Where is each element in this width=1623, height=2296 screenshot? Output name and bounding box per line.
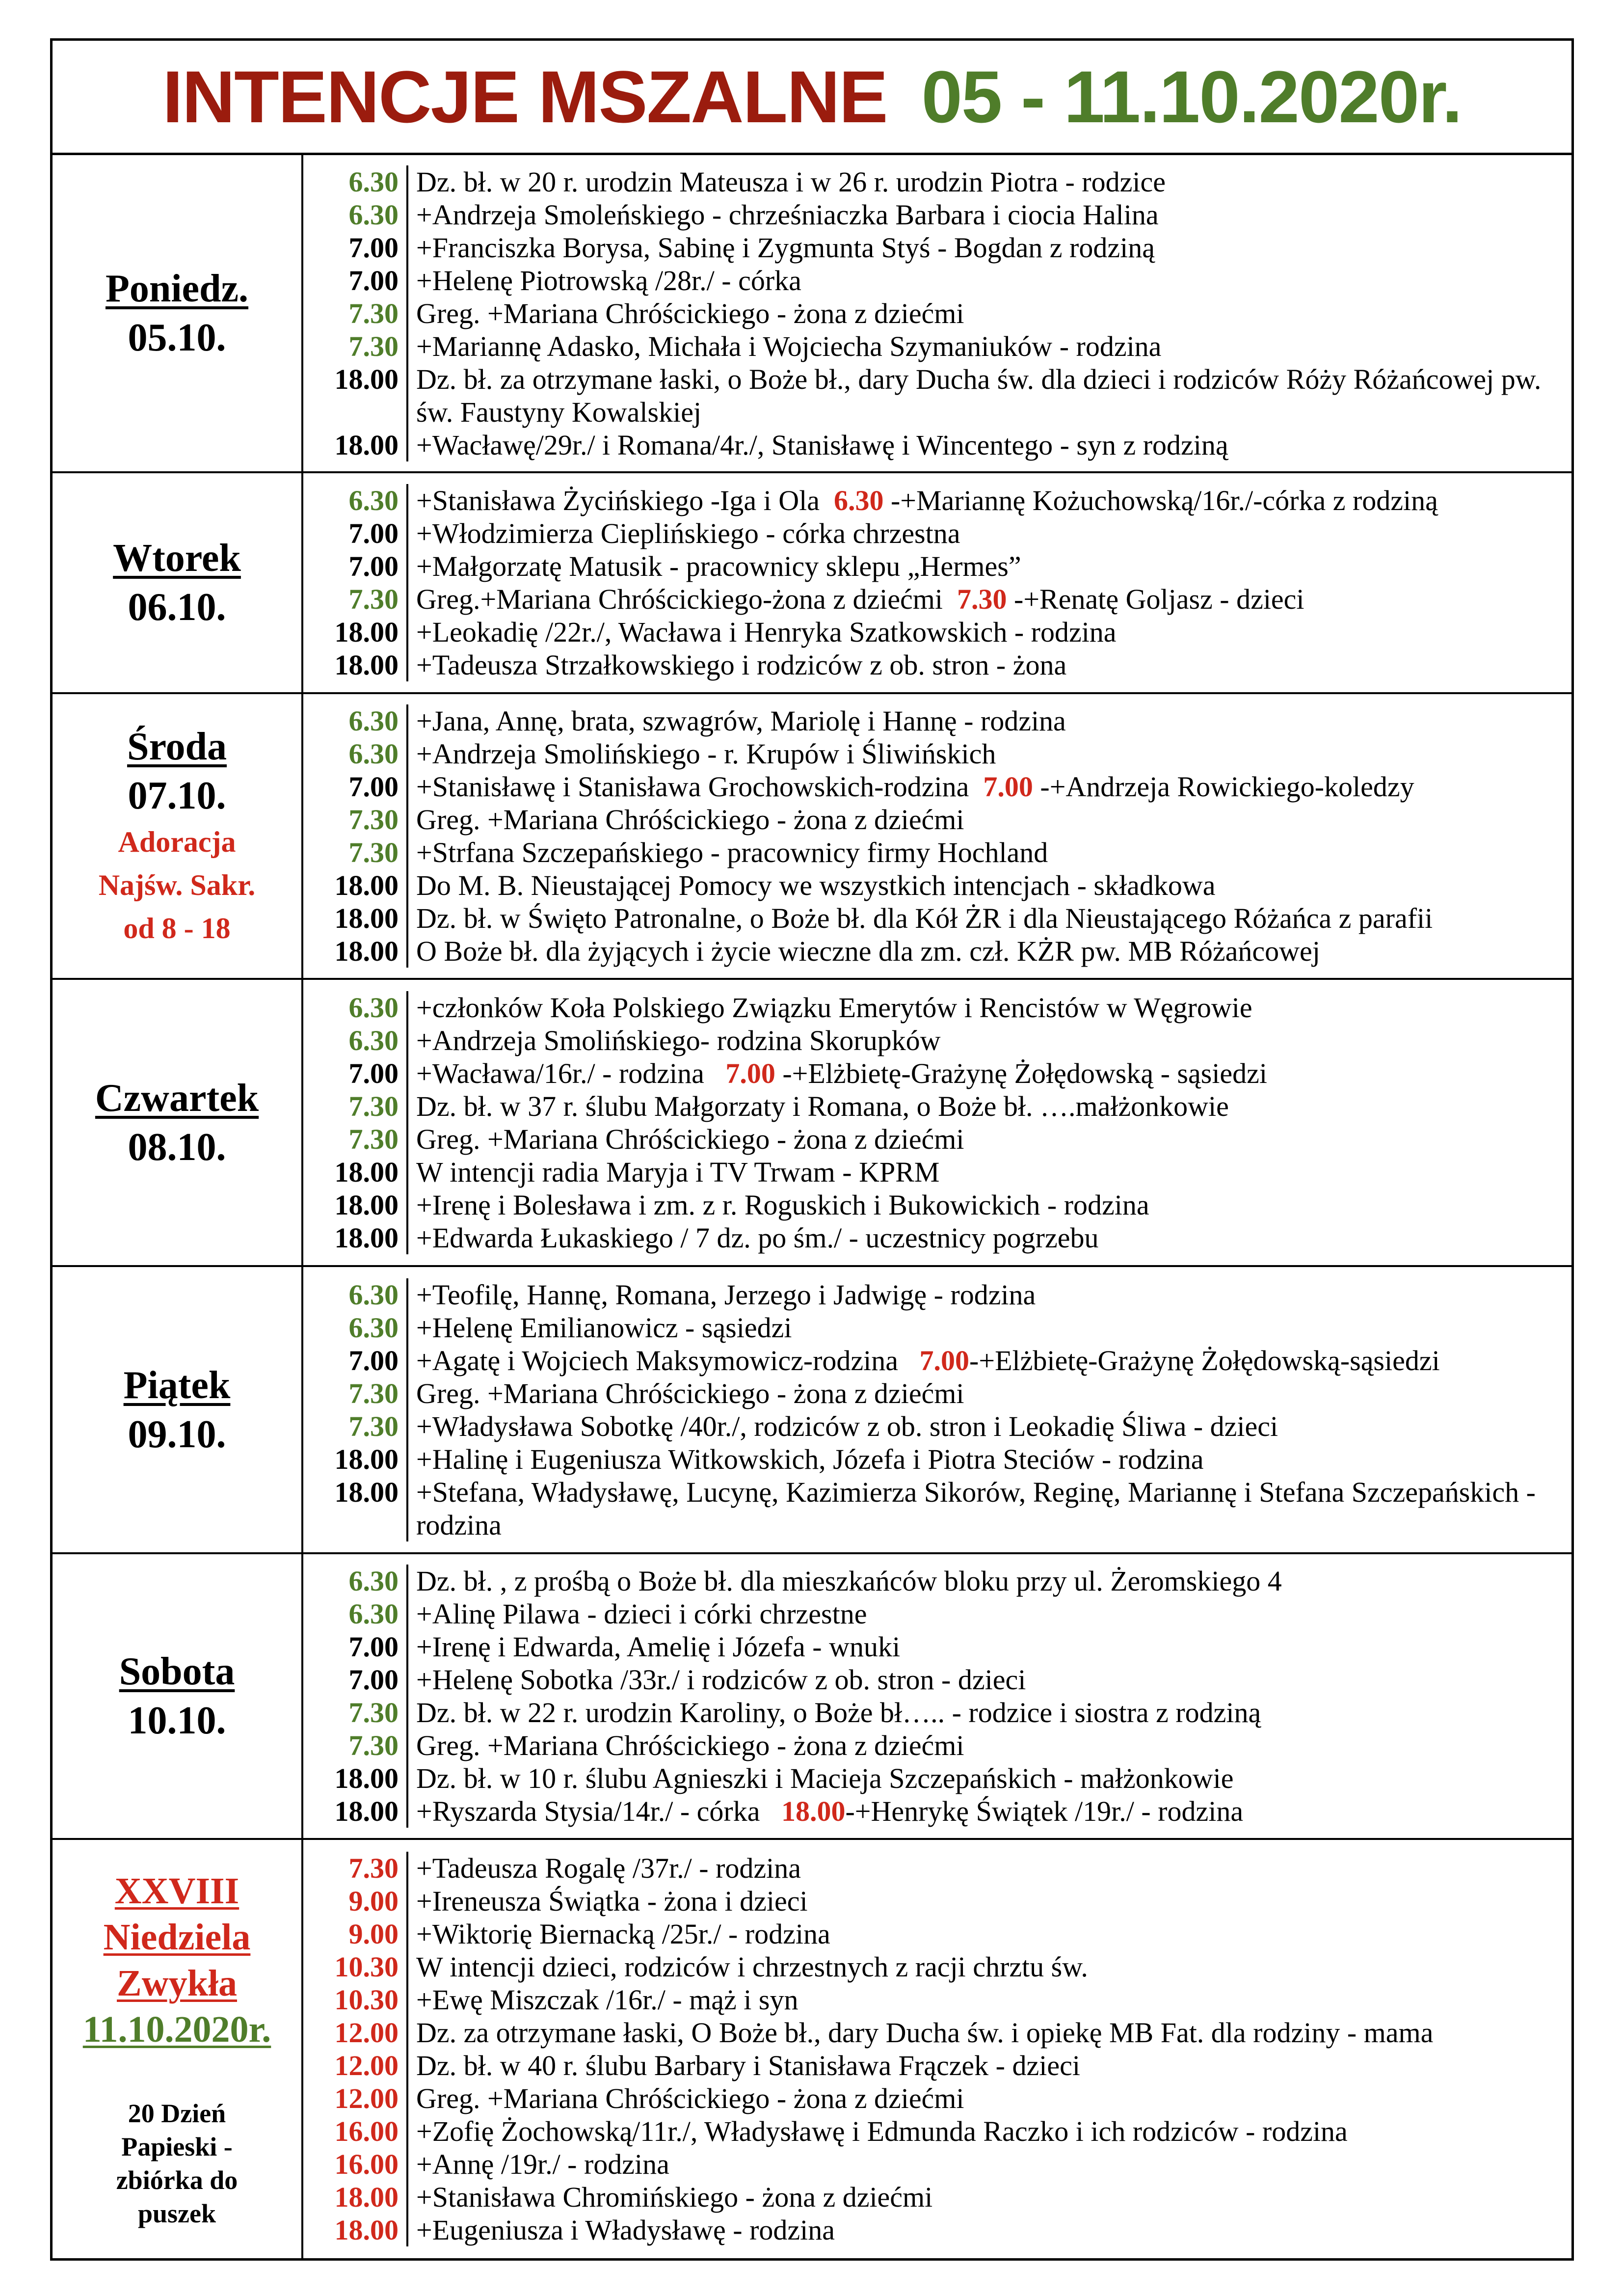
day-date: 05.10. xyxy=(128,316,226,359)
intention-main-text: +Helenę Piotrowską /28r./ - córka xyxy=(416,264,801,297)
mass-time: 18.00 xyxy=(303,1189,408,1221)
mass-time: 18.00 xyxy=(303,2181,408,2214)
mass-time: 18.00 xyxy=(303,1795,408,1828)
intention-entry xyxy=(303,429,1571,461)
intention-entry xyxy=(303,1852,1571,1885)
mass-time: 7.00 xyxy=(303,1630,408,1663)
intention-entry xyxy=(303,1950,1571,1983)
intention-text xyxy=(408,869,1571,902)
intention-main-text: +Władysława Sobotkę /40r./, rodziców z ob. stron i Leokadię Śliwa - dzieci xyxy=(416,1410,1278,1442)
intention-main-text: +Tadeusza Strzałkowskiego i rodziców z ob. stron - żona xyxy=(416,649,1067,681)
intention-main-text: Dz. bł. w 22 r. urodzin Karoliny, o Boże bł….. - rodzice i siostra z rodziną xyxy=(416,1697,1261,1729)
intention-entry xyxy=(303,1156,1571,1189)
intention-text xyxy=(408,616,1571,648)
entries-list xyxy=(303,694,1571,978)
mass-time: 7.30 xyxy=(303,297,408,330)
mass-time: 12.00 xyxy=(303,2049,408,2082)
intention-main-text: +Małgorzatę Matusik - pracownicy sklepu „Hermes” xyxy=(416,550,1021,582)
mass-time: 6.30 xyxy=(303,1597,408,1630)
intention-main-text: +Tadeusza Rogalę /37r./ - rodzina xyxy=(416,1852,801,1884)
intention-text xyxy=(408,1311,1571,1344)
sunday-label xyxy=(53,1840,303,2258)
intention-entry xyxy=(303,1123,1571,1156)
adoration-note: od 8 - 18 xyxy=(123,912,231,945)
intention-entry xyxy=(303,935,1571,968)
mass-time: 9.00 xyxy=(303,1918,408,1950)
mass-time: 12.00 xyxy=(303,2082,408,2115)
intention-text xyxy=(408,1950,1571,1983)
intention-entry xyxy=(303,1090,1571,1123)
mass-time: 7.00 xyxy=(303,517,408,550)
intention-text xyxy=(408,1090,1571,1123)
day-section xyxy=(53,980,1571,1267)
intention-main-text: W intencji radia Maryja i TV Trwam - KPRM xyxy=(416,1156,940,1188)
extra-intention-text: -+Andrzeja Rowickiego-koledzy xyxy=(1033,771,1414,803)
entries-list xyxy=(303,980,1571,1265)
intention-text xyxy=(408,1476,1571,1541)
intention-entry xyxy=(303,1410,1571,1443)
intention-text xyxy=(408,1377,1571,1410)
intention-text xyxy=(408,264,1571,297)
mass-time: 7.30 xyxy=(303,1123,408,1156)
mass-time: 10.30 xyxy=(303,1983,408,2016)
entries-list xyxy=(303,473,1571,692)
intention-text xyxy=(408,330,1571,363)
intention-entry xyxy=(303,1696,1571,1729)
intention-main-text: Dz. bł. w 20 r. urodzin Mateusza i w 26 r. urodzin Piotra - rodzice xyxy=(416,165,1166,198)
mass-time: 6.30 xyxy=(303,991,408,1024)
day-date: 10.10. xyxy=(128,1699,226,1742)
intention-main-text: +Eugeniusza i Władysławę - rodzina xyxy=(416,2214,835,2246)
mass-time: 18.00 xyxy=(303,935,408,968)
day-date: 08.10. xyxy=(128,1125,226,1169)
sunday-note xyxy=(116,2097,238,2230)
intention-main-text: +Ireneusza Świątka - żona i dzieci xyxy=(416,1885,808,1917)
extra-mass-time: 18.00 xyxy=(781,1795,846,1827)
intention-text xyxy=(408,2115,1571,2148)
intention-entry xyxy=(303,1630,1571,1663)
extra-intention-text: -+Elżbietę-Grażynę Żołędowską - sąsiedzi xyxy=(775,1057,1268,1089)
intention-entry xyxy=(303,2115,1571,2148)
mass-time: 18.00 xyxy=(303,429,408,461)
intention-entry xyxy=(303,1311,1571,1344)
intention-entry xyxy=(303,1795,1571,1828)
mass-time: 18.00 xyxy=(303,2214,408,2246)
day-date: 09.10. xyxy=(128,1412,226,1456)
intention-entry xyxy=(303,2016,1571,2049)
mass-time: 18.00 xyxy=(303,363,408,429)
intention-main-text: +Agatę i Wojciech Maksymowicz-rodzina xyxy=(416,1344,905,1377)
intention-entry xyxy=(303,737,1571,770)
intention-main-text: +Andrzeja Smolińskiego- rodzina Skorupków xyxy=(416,1024,941,1056)
mass-time: 6.30 xyxy=(303,484,408,517)
day-section xyxy=(53,473,1571,694)
mass-time: 7.30 xyxy=(303,583,408,616)
mass-time: 6.30 xyxy=(303,165,408,198)
intention-main-text: +Stefana, Władysławę, Lucynę, Kazimierza Sikorów, Reginę, Mariannę i Stefana Szczepańskich - rodzina xyxy=(416,1476,1536,1541)
intention-entry xyxy=(303,2214,1571,2246)
day-name: Czwartek xyxy=(95,1076,259,1120)
intention-text xyxy=(408,231,1571,264)
mass-time: 7.00 xyxy=(303,1663,408,1696)
mass-time: 18.00 xyxy=(303,869,408,902)
intention-entry xyxy=(303,836,1571,869)
intention-entry xyxy=(303,1278,1571,1311)
intention-text xyxy=(408,1443,1571,1476)
mass-time: 18.00 xyxy=(303,1762,408,1795)
intention-text xyxy=(408,198,1571,231)
intention-entry xyxy=(303,1221,1571,1254)
title-dates: 05 - 11.10.2020r. xyxy=(921,55,1462,138)
day-label xyxy=(53,980,303,1265)
intention-text xyxy=(408,1156,1571,1189)
intention-entry xyxy=(303,1918,1571,1950)
mass-time: 16.00 xyxy=(303,2115,408,2148)
intention-main-text: +Edwarda Łukaskiego / 7 dz. po śm./ - uczestnicy pogrzebu xyxy=(416,1221,1099,1254)
adoration-note: Adoracja xyxy=(118,826,236,858)
intention-text xyxy=(408,297,1571,330)
intention-main-text: +Helenę Emilianowicz - sąsiedzi xyxy=(416,1311,792,1344)
day-section xyxy=(53,155,1571,473)
extra-mass-time: 7.00 xyxy=(983,771,1033,803)
page-title xyxy=(53,41,1571,155)
sunday-name: XXVIII xyxy=(114,1870,239,1912)
intention-entry xyxy=(303,363,1571,429)
intention-entry xyxy=(303,550,1571,583)
intention-text xyxy=(408,1344,1571,1377)
mass-time: 18.00 xyxy=(303,1221,408,1254)
intention-text xyxy=(408,648,1571,681)
extra-intention-text: -+Elżbietę-Grażynę Żołędowską-sąsiedzi xyxy=(969,1344,1440,1377)
mass-time: 10.30 xyxy=(303,1950,408,1983)
intention-entry xyxy=(303,264,1571,297)
mass-time: 7.00 xyxy=(303,1057,408,1090)
intention-entry xyxy=(303,1597,1571,1630)
mass-time: 16.00 xyxy=(303,2148,408,2181)
mass-time: 18.00 xyxy=(303,1476,408,1541)
sunday-note-line: Papieski - xyxy=(121,2132,233,2161)
day-name: Środa xyxy=(127,725,227,768)
intention-main-text: +Franciszka Borysa, Sabinę i Zygmunta Styś - Bogdan z rodziną xyxy=(416,231,1155,264)
intention-main-text: +Irenę i Edwarda, Amelię i Józefa - wnuki xyxy=(416,1631,901,1663)
intention-text xyxy=(408,1885,1571,1918)
intention-text xyxy=(408,770,1571,803)
intention-entry xyxy=(303,231,1571,264)
mass-time: 12.00 xyxy=(303,2016,408,2049)
intention-text xyxy=(408,1597,1571,1630)
intention-entry xyxy=(303,2148,1571,2181)
sunday-date: 11.10.2020r. xyxy=(82,2009,271,2050)
intention-main-text: +członków Koła Polskiego Związku Emerytów i Rencistów w Węgrowie xyxy=(416,991,1252,1024)
intention-entry xyxy=(303,770,1571,803)
day-label xyxy=(53,155,303,471)
intention-entry xyxy=(303,484,1571,517)
intentions-table xyxy=(50,38,1574,2261)
intention-main-text: +Alinę Pilawa - dzieci i córki chrzestne xyxy=(416,1598,867,1630)
day-section-sunday xyxy=(53,1840,1571,2258)
day-name: Piątek xyxy=(123,1363,231,1407)
sunday-note-line: zbiórka do xyxy=(116,2165,238,2195)
mass-time: 6.30 xyxy=(303,1278,408,1311)
entries-list xyxy=(303,1554,1571,1838)
mass-time: 6.30 xyxy=(303,198,408,231)
intention-main-text: Dz. bł. , z prośbą o Boże bł. dla mieszkańców bloku przy ul. Żeromskiego 4 xyxy=(416,1565,1282,1597)
intention-text xyxy=(408,2214,1571,2246)
mass-time: 7.00 xyxy=(303,1344,408,1377)
intention-main-text: Dz. bł. w 10 r. ślubu Agnieszki i Macieja Szczepańskich - małżonkowie xyxy=(416,1762,1234,1794)
intention-text xyxy=(408,991,1571,1024)
intention-text xyxy=(408,1852,1571,1885)
day-section xyxy=(53,1554,1571,1840)
day-section xyxy=(53,1267,1571,1554)
mass-time: 7.00 xyxy=(303,770,408,803)
day-section xyxy=(53,694,1571,980)
intention-entry xyxy=(303,1663,1571,1696)
intention-entry xyxy=(303,1377,1571,1410)
intention-main-text: Do M. B. Nieustającej Pomocy we wszystkich intencjach - składkowa xyxy=(416,869,1216,901)
intention-main-text: W intencji dzieci, rodziców i chrzestnych z racji chrztu św. xyxy=(416,1951,1088,1983)
intention-entry xyxy=(303,165,1571,198)
intention-text xyxy=(408,1123,1571,1156)
intention-main-text: +Włodzimierza Cieplińskiego - córka chrzestna xyxy=(416,517,960,549)
intention-entry xyxy=(303,1762,1571,1795)
intention-main-text: Dz. bł. w Święto Patronalne, o Boże bł. dla Kół ŻR i dla Nieustającego Różańca z parafii xyxy=(416,902,1433,934)
intention-text xyxy=(408,902,1571,935)
mass-time: 6.30 xyxy=(303,704,408,737)
intention-text xyxy=(408,1410,1571,1443)
mass-time: 18.00 xyxy=(303,1443,408,1476)
intention-main-text: +Teofilę, Hannę, Romana, Jerzego i Jadwigę - rodzina xyxy=(416,1278,1036,1311)
intention-entry xyxy=(303,803,1571,836)
entries-list xyxy=(303,1267,1571,1552)
mass-time: 18.00 xyxy=(303,616,408,648)
intention-entry xyxy=(303,648,1571,681)
intention-text xyxy=(408,1663,1571,1696)
intention-text xyxy=(408,1795,1571,1828)
intention-entry xyxy=(303,1729,1571,1762)
day-name: Poniedz. xyxy=(105,267,249,310)
entries-list xyxy=(303,1840,1571,2258)
intention-text xyxy=(408,1278,1571,1311)
intention-text xyxy=(408,550,1571,583)
intention-main-text: Greg. +Mariana Chróścickiego - żona z dziećmi xyxy=(416,1729,964,1761)
intention-entry xyxy=(303,1885,1571,1918)
extra-intention-text: -+Renatę Goljasz - dzieci xyxy=(1007,583,1304,615)
intention-text xyxy=(408,1696,1571,1729)
intention-main-text: +Ryszarda Stysia/14r./ - córka xyxy=(416,1795,767,1827)
mass-time: 7.00 xyxy=(303,231,408,264)
intention-main-text: Dz. bł. za otrzymane łaski, o Boże bł., dary Ducha św. dla dzieci i rodziców Róży Różańcowej pw. św. Faustyny Kowalskiej xyxy=(416,363,1542,428)
intention-main-text: Greg. +Mariana Chróścickiego - żona z dziećmi xyxy=(416,297,964,329)
intention-text xyxy=(408,2148,1571,2181)
sunday-name: Zwykła xyxy=(117,1963,237,2004)
intention-main-text: Dz. za otrzymane łaski, O Boże bł., dary Ducha św. i opiekę MB Fat. dla rodziny - mama xyxy=(416,2017,1434,2049)
mass-time: 18.00 xyxy=(303,902,408,935)
intention-text xyxy=(408,935,1571,968)
extra-mass-time: 7.30 xyxy=(957,583,1007,615)
title-main: INTENCJE MSZALNE xyxy=(162,55,887,138)
mass-time: 18.00 xyxy=(303,1156,408,1189)
intention-entry xyxy=(303,1443,1571,1476)
intention-main-text: Greg.+Mariana Chróścickiego-żona z dziećmi xyxy=(416,583,943,615)
day-label xyxy=(53,694,303,978)
intention-entry xyxy=(303,991,1571,1024)
intention-text xyxy=(408,1630,1571,1663)
extra-mass-time: 6.30 xyxy=(833,485,884,516)
intention-main-text: +Ewę Miszczak /16r./ - mąż i syn xyxy=(416,1984,798,2016)
intention-text xyxy=(408,583,1571,616)
intention-main-text: +Halinę i Eugeniusza Witkowskich, Józefa i Piotra Steciów - rodzina xyxy=(416,1443,1204,1475)
extra-intention-text: -+Mariannę Kożuchowską/16r./-córka z rodziną xyxy=(883,485,1438,516)
intention-text xyxy=(408,836,1571,869)
intention-main-text: Dz. bł. w 37 r. ślubu Małgorzaty i Romana, o Boże bł. ….małżonkowie xyxy=(416,1090,1229,1122)
intention-main-text: +Strfana Szczepańskiego - pracownicy firmy Hochland xyxy=(416,837,1048,868)
intention-text xyxy=(408,2181,1571,2214)
intention-text xyxy=(408,803,1571,836)
intention-text xyxy=(408,1729,1571,1762)
mass-time: 7.30 xyxy=(303,1729,408,1762)
mass-time: 7.30 xyxy=(303,1410,408,1443)
mass-time: 7.30 xyxy=(303,1696,408,1729)
intention-main-text: +Stanisławę i Stanisława Grochowskich-rodzina xyxy=(416,771,969,803)
intention-entry xyxy=(303,2181,1571,2214)
intention-main-text: +Helenę Sobotka /33r./ i rodziców z ob. stron - dzieci xyxy=(416,1664,1026,1696)
intention-entry xyxy=(303,1565,1571,1597)
intention-text xyxy=(408,484,1571,517)
intention-entry xyxy=(303,1344,1571,1377)
extra-mass-time: 7.00 xyxy=(725,1057,775,1089)
intention-entry xyxy=(303,2082,1571,2115)
intention-text xyxy=(408,704,1571,737)
intention-main-text: Greg. +Mariana Chróścickiego - żona z dziećmi xyxy=(416,1123,964,1155)
intention-main-text: O Boże bł. dla żyjących i życie wieczne dla zm. czł. KŻR pw. MB Różańcowej xyxy=(416,935,1320,967)
sunday-name: Niedziela xyxy=(103,1917,251,1958)
intention-entry xyxy=(303,902,1571,935)
intention-entry xyxy=(303,1983,1571,2016)
intention-main-text: +Wacławę/29r./ i Romana/4r./, Stanisławę i Wincentego - syn z rodziną xyxy=(416,429,1228,461)
intention-main-text: +Andrzeja Smolińskiego - r. Krupów i Śliwińskich xyxy=(416,738,996,770)
sunday-note-line: puszek xyxy=(137,2199,216,2228)
day-label xyxy=(53,1267,303,1552)
intention-text xyxy=(408,1918,1571,1950)
intention-entry xyxy=(303,330,1571,363)
intention-main-text: Greg. +Mariana Chróścickiego - żona z dziećmi xyxy=(416,1377,964,1409)
intention-text xyxy=(408,429,1571,461)
intention-text xyxy=(408,363,1571,429)
day-date: 06.10. xyxy=(128,586,226,629)
intention-entry xyxy=(303,583,1571,616)
intention-entry xyxy=(303,198,1571,231)
mass-time: 7.00 xyxy=(303,264,408,297)
intention-main-text: Greg. +Mariana Chróścickiego - żona z dziećmi xyxy=(416,804,964,836)
mass-time: 7.30 xyxy=(303,1852,408,1885)
intention-text xyxy=(408,1024,1571,1057)
day-name: Sobota xyxy=(119,1650,235,1693)
mass-time: 7.30 xyxy=(303,836,408,869)
intention-entry xyxy=(303,297,1571,330)
mass-time: 18.00 xyxy=(303,648,408,681)
intention-text xyxy=(408,2049,1571,2082)
intention-text xyxy=(408,1565,1571,1597)
intention-text xyxy=(408,2016,1571,2049)
mass-time: 6.30 xyxy=(303,1565,408,1597)
mass-time: 7.30 xyxy=(303,1377,408,1410)
intention-main-text: +Andrzeja Smoleńskiego - chrześniaczka Barbara i ciocia Halina xyxy=(416,198,1159,231)
intention-main-text: +Zofię Żochowską/11r./, Władysławę i Edmunda Raczko i ich rodziców - rodzina xyxy=(416,2115,1348,2147)
mass-time: 6.30 xyxy=(303,1311,408,1344)
mass-time: 9.00 xyxy=(303,1885,408,1918)
mass-time: 6.30 xyxy=(303,1024,408,1057)
adoration-note: Najśw. Sakr. xyxy=(98,869,256,901)
mass-time: 7.30 xyxy=(303,330,408,363)
intention-main-text: Greg. +Mariana Chróścickiego - żona z dziećmi xyxy=(416,2082,964,2114)
intention-text xyxy=(408,1189,1571,1221)
intention-main-text: +Leokadię /22r./, Wacława i Henryka Szatkowskich - rodzina xyxy=(416,616,1117,648)
intention-text xyxy=(408,1057,1571,1090)
intention-text xyxy=(408,1221,1571,1254)
day-label xyxy=(53,473,303,692)
day-name: Wtorek xyxy=(113,537,241,580)
intention-entry xyxy=(303,616,1571,648)
extra-intention-text: -+Henrykę Świątek /19r./ - rodzina xyxy=(845,1795,1244,1827)
intention-text xyxy=(408,1983,1571,2016)
intention-main-text: +Mariannę Adasko, Michała i Wojciecha Szymaniuków - rodzina xyxy=(416,330,1162,362)
intention-main-text: +Irenę i Bolesława i zm. z r. Roguskich i Bukowickich - rodzina xyxy=(416,1189,1149,1221)
intention-entry xyxy=(303,1189,1571,1221)
intention-entry xyxy=(303,869,1571,902)
intention-main-text: Dz. bł. w 40 r. ślubu Barbary i Stanisława Frączek - dzieci xyxy=(416,2050,1080,2081)
intention-text xyxy=(408,1762,1571,1795)
day-label xyxy=(53,1554,303,1838)
intention-main-text: +Wiktorię Biernacką /25r./ - rodzina xyxy=(416,1918,830,1950)
extra-mass-time: 7.00 xyxy=(919,1344,970,1377)
mass-time: 7.30 xyxy=(303,803,408,836)
intention-main-text: +Stanisława Życińskiego -Iga i Ola xyxy=(416,485,820,516)
intention-main-text: +Jana, Annę, brata, szwagrów, Mariolę i Hannę - rodzina xyxy=(416,705,1066,737)
intention-text xyxy=(408,737,1571,770)
day-date: 07.10. xyxy=(128,774,226,817)
mass-time: 7.30 xyxy=(303,1090,408,1123)
intention-entry xyxy=(303,2049,1571,2082)
intention-main-text: +Annę /19r./ - rodzina xyxy=(416,2148,669,2180)
mass-time: 7.00 xyxy=(303,550,408,583)
intention-entry xyxy=(303,517,1571,550)
intention-entry xyxy=(303,1057,1571,1090)
entries-list xyxy=(303,155,1571,471)
intention-text xyxy=(408,517,1571,550)
intention-entry xyxy=(303,704,1571,737)
sunday-note-line: 20 Dzień xyxy=(128,2099,226,2128)
intention-text xyxy=(408,2082,1571,2115)
intention-main-text: +Wacława/16r./ - rodzina xyxy=(416,1057,712,1089)
intention-entry xyxy=(303,1476,1571,1541)
mass-time: 6.30 xyxy=(303,737,408,770)
intention-main-text: +Stanisława Chromińskiego - żona z dziećmi xyxy=(416,2181,933,2213)
intention-entry xyxy=(303,1024,1571,1057)
intention-text xyxy=(408,165,1571,198)
